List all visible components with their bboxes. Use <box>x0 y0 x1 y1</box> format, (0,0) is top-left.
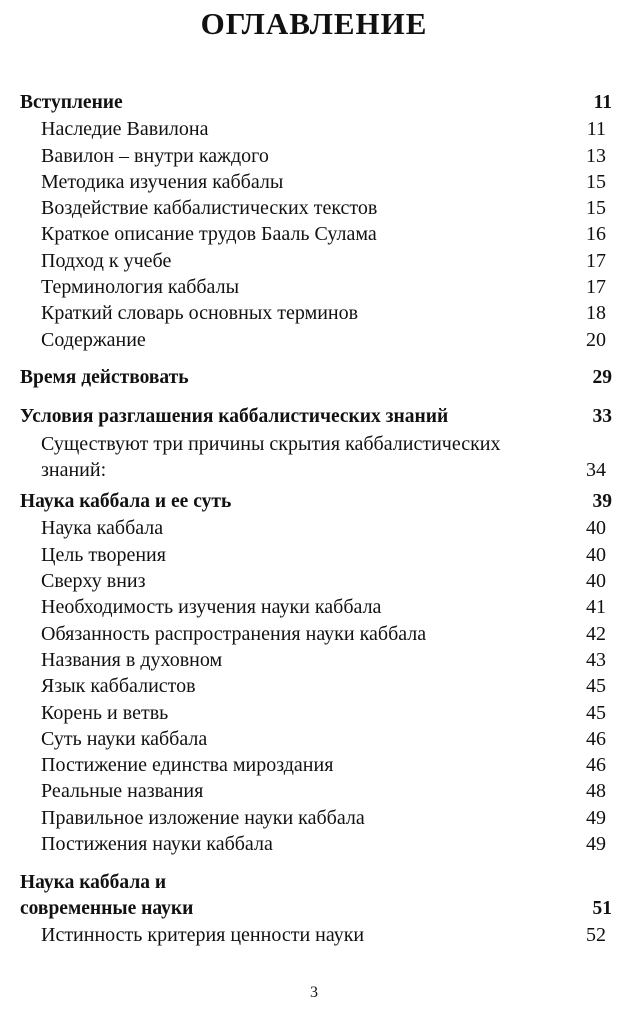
toc-entry[interactable] <box>20 195 612 221</box>
entry-page-number: 40 <box>586 543 606 566</box>
entry-page-number: 40 <box>586 570 606 593</box>
entry-page-number: 49 <box>586 833 606 856</box>
entry-label: Необходимость изучения науки каббала <box>41 596 382 619</box>
entry-page-number: 18 <box>586 302 606 325</box>
toc-section-heading[interactable] <box>20 489 612 515</box>
section-page-number: 29 <box>592 367 612 389</box>
entry-label: Истинность критерия ценности науки <box>41 924 365 947</box>
entry-label: Наука каббала <box>41 517 164 540</box>
toc-entry-continued[interactable] <box>20 457 612 483</box>
entry-label: Существуют три причины скрытия каббалистических <box>41 432 501 455</box>
entry-page-number: 52 <box>586 924 606 947</box>
entry-label: Корень и ветвь <box>41 701 169 724</box>
entry-label-continued: знаний: <box>41 458 107 481</box>
section-page-number: 33 <box>592 406 612 428</box>
toc-entry[interactable] <box>20 542 612 568</box>
toc-entry[interactable] <box>20 922 612 948</box>
section-title: Вступление <box>20 92 123 113</box>
entry-label: Краткий словарь основных терминов <box>41 302 359 325</box>
entry-label: Названия в духовном <box>41 648 223 671</box>
toc-section-heading[interactable] <box>20 365 612 391</box>
section-page-number: 39 <box>592 491 612 513</box>
toc-entry[interactable] <box>20 700 612 726</box>
entry-label: Подход к учебе <box>41 249 172 272</box>
toc-entry[interactable] <box>20 568 612 594</box>
page-number: 3 <box>310 984 318 1001</box>
section-title: Наука каббала и <box>20 871 167 893</box>
table-of-contents <box>20 90 612 949</box>
entry-label: Методика изучения каббалы <box>41 170 284 193</box>
toc-entry[interactable] <box>20 752 612 778</box>
entry-page-number: 48 <box>586 780 606 803</box>
toc-section-heading[interactable] <box>20 90 612 116</box>
entry-label: Краткое описание трудов Бааль Сулама <box>41 223 377 246</box>
section-title: Условия разглашения каббалистических знаний <box>20 406 449 428</box>
entry-page-number: 40 <box>586 517 606 540</box>
entry-page-number: 11 <box>586 118 606 141</box>
section-spacer <box>20 392 612 405</box>
toc-entry[interactable] <box>20 300 612 326</box>
section-page-number: 51 <box>592 898 612 920</box>
entry-label: Обязанность распространения науки каббала <box>41 622 427 645</box>
entry-label: Постижение единства мироздания <box>41 754 334 777</box>
entry-page-number: 46 <box>586 754 606 777</box>
entry-label: Содержание <box>41 328 146 351</box>
toc-entry[interactable] <box>20 143 612 169</box>
toc-entry[interactable] <box>20 778 612 804</box>
entry-page-number: 17 <box>586 249 606 272</box>
entry-label: Постижения науки каббала <box>41 833 273 856</box>
toc-entry[interactable] <box>20 221 612 247</box>
entry-label: Сверху вниз <box>41 570 146 593</box>
toc-entry[interactable] <box>20 116 612 142</box>
toc-section-heading[interactable] <box>20 404 612 430</box>
entry-page-number: 42 <box>586 622 606 645</box>
toc-entry[interactable] <box>20 673 612 699</box>
toc-section-heading-continued[interactable] <box>20 896 612 922</box>
toc-entry[interactable] <box>20 594 612 620</box>
section-spacer <box>20 353 612 366</box>
toc-entry[interactable] <box>20 169 612 195</box>
entry-label: Суть науки каббала <box>41 727 208 750</box>
toc-entry[interactable] <box>20 327 612 353</box>
entry-label: Реальные названия <box>41 780 204 803</box>
section-title-continued: современные науки <box>20 898 194 920</box>
entry-page-number: 20 <box>586 328 606 351</box>
toc-entry[interactable] <box>20 248 612 274</box>
entry-label: Цель творения <box>41 543 166 566</box>
toc-entry[interactable] <box>20 515 612 541</box>
section-page-number: 11 <box>593 92 612 113</box>
section-title: Время действовать <box>20 367 189 389</box>
entry-page-number: 17 <box>586 276 606 299</box>
toc-section-heading[interactable] <box>20 870 612 896</box>
toc-entry[interactable] <box>20 726 612 752</box>
toc-entry[interactable] <box>20 621 612 647</box>
section-spacer <box>20 857 612 870</box>
entry-page-number: 43 <box>586 648 606 671</box>
entry-page-number: 46 <box>586 727 606 750</box>
toc-entry[interactable] <box>20 274 612 300</box>
entry-label: Терминология каббалы <box>41 276 240 299</box>
entry-page-number: 34 <box>586 458 606 481</box>
entry-page-number: 15 <box>586 170 606 193</box>
toc-entry[interactable] <box>20 431 612 457</box>
entry-page-number: 49 <box>586 806 606 829</box>
entry-label: Правильное изложение науки каббала <box>41 806 365 829</box>
entry-label: Язык каббалистов <box>41 675 196 698</box>
page-title: ОГЛАВЛЕНИЕ <box>200 6 428 41</box>
entry-page-number: 45 <box>586 701 606 724</box>
entry-page-number: 16 <box>586 223 606 246</box>
entry-page-number: 45 <box>586 675 606 698</box>
entry-page-number: 13 <box>586 144 606 167</box>
entry-label: Наследие Вавилона <box>41 118 209 141</box>
toc-entry[interactable] <box>20 805 612 831</box>
entry-page-number: 15 <box>586 197 606 220</box>
toc-entry[interactable] <box>20 647 612 673</box>
section-title: Наука каббала и ее суть <box>20 491 232 513</box>
entry-label: Воздействие каббалистических текстов <box>41 197 378 220</box>
toc-entry[interactable] <box>20 831 612 857</box>
entry-page-number: 41 <box>586 596 606 619</box>
entry-label: Вавилон – внутри каждого <box>41 144 269 167</box>
